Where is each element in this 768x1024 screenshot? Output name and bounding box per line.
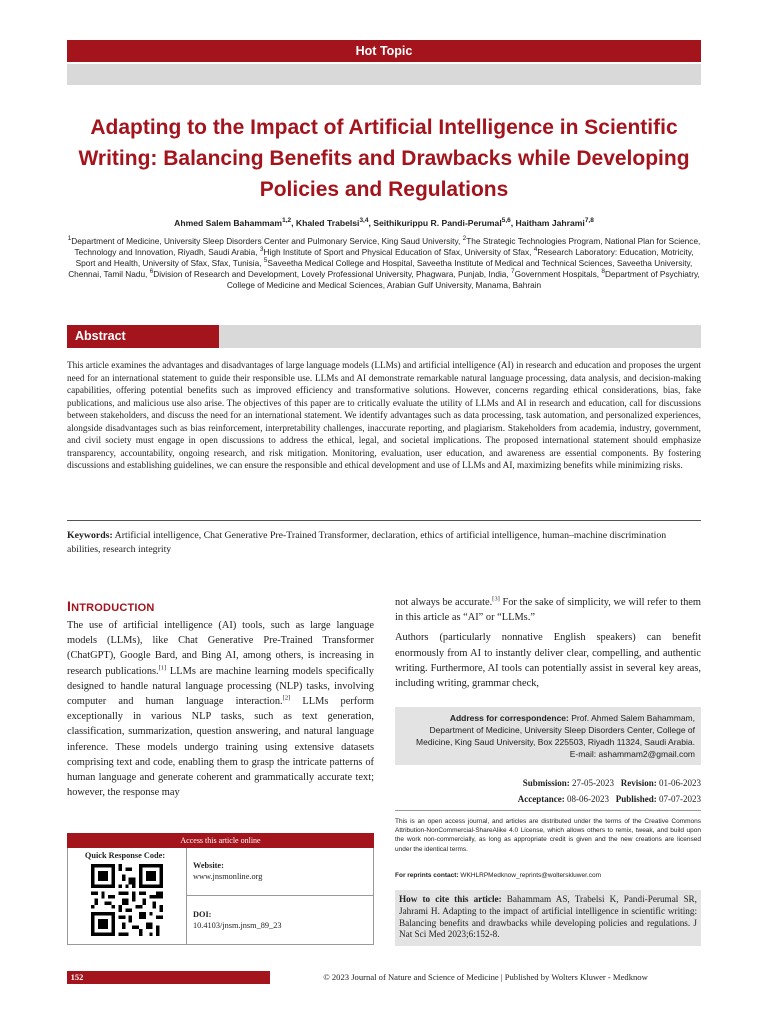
qr-label: Quick Response Code: [84, 851, 166, 860]
reprints-email[interactable]: WKHLRPMedknow_reprints@wolterskluwer.com [458, 872, 601, 879]
qr-code-icon[interactable] [91, 864, 163, 936]
author-name: Seithikurippu R. Pandi-Perumal [373, 218, 502, 228]
doi-label: DOI: [193, 910, 212, 919]
access-heading: Access this article online [67, 833, 374, 848]
divider [395, 810, 701, 811]
abstract-heading-bar [219, 325, 701, 348]
paragraph: not always be accurate.[3] For the sake of simplicity, we will refer to them in this article as “AI” or “LLMs.” [395, 595, 701, 624]
divider [67, 520, 701, 521]
abstract-heading: Abstract [67, 325, 219, 348]
article-dates: Submission: 27-05-2023 Revision: 01-06-2023 Acceptance: 08-06-2023 Published: 07-07-2023 [517, 778, 701, 804]
doi-link[interactable]: 10.4103/jnsm.jnsm_89_23 [193, 921, 282, 930]
correspondence-email[interactable]: E-mail: ashammam2@gmail.com [569, 749, 695, 759]
author-list: Ahmed Salem Bahammam$^{1,2}$, Khaled Trabelsi$^{3,4}$, Seithikurippu R. Pandi-Perumal$^{5,6}$, Haitham Jahrami$^{7,8}$ [174, 217, 594, 228]
introduction-continued [395, 595, 701, 696]
keywords: Keywords: Artificial intelligence, Chat Generative Pre-Trained Transformer, declaration, ethics of artificial intelligence, human–machine discrimination abilities, research integrity [67, 530, 667, 555]
introduction-paragraph: The use of artificial intelligence (AI) tools, such as large language models (LLMs), like Chat Generative Pre-Trained Transformer (ChatGPT), Google Bard, and Bing AI, among others, is increasing in research publications.[1] LLMs are machine learning models specifically designed to handle natural language processing (NLP) tasks, involving computer and human language interaction.[2] LLMs perform exceptionally in various NLP tasks, such as text generation, classification, summarization, question answering, and natural language inference. These models undergo training using extensive datasets comprising text and code, enabling them to grasp the intricate patterns of human language and generate coherent and grammatically accurate text; however, the response may [67, 620, 375, 799]
citation-text: How to cite this article: Bahammam AS, Trabelsi K, Pandi-Perumal SR, Jahrami H. Adapting to the impact of artificial intelligence in scientific writing: Balancing benefits and drawbacks while developing policies and regulations. J Nat Sci Med 2023;6:152-8. [399, 894, 697, 940]
footer-text: © 2023 Journal of Nature and Science of Medicine | Published by Wolters Kluwer - Medknow [270, 971, 701, 984]
affiliations: $^1$Department of Medicine, University Sleep Disorders Center and Pulmonary Service, King Saud University, $^2$The Strategic Technologies Program, National Plan for Science, Technology and Innovation, Riyadh, Saudi Arabia, $^3$High Institute of Sport and Physical Education of Sfax, University of Sfax, $^4$Research Laboratory: Education, Motricity, Sport and Health, University of Sfax, Sfax, Tunisia, $^5$Saveetha Medical College and Hospital, Saveetha Institute of Medical and Technical Sciences, Saveetha University, Chennai, Tamil Nadu, $^6$Division of Research and Development, Lovely Professional University, Phagwara, Punjab, India, $^7$Government Hospitals, $^8$Department of Psychiatry, College of Medicine and Medical Sciences, Arabian Gulf University, Manama, Bahrain [67, 235, 701, 290]
license-text: This is an open access journal, and articles are distributed under the terms of the Creative Commons Attribution-NonCommercial-ShareAlike 4.0 License, which allows others to remix, tweak, and build upon the work non-commercially, as long as appropriate credit is given and the new creations are licensed under the identical terms. [395, 818, 701, 853]
article-title: Adapting to the Impact of Artificial Intelligence in Scientific Writing: Balancing Benefits and Drawbacks while Developing Policies and Regulations [78, 116, 690, 201]
divider [186, 848, 187, 945]
author-name: Ahmed Salem Bahammam [174, 218, 283, 228]
author-name: Haitham Jahrami [515, 218, 585, 228]
reference-link[interactable]: [3] [492, 595, 500, 603]
section-label: Hot Topic [67, 40, 701, 62]
correspondence-text: Address for correspondence: Prof. Ahmed Salem Bahammam, Department of Medicine, University Sleep Disorders Center, College of Medicine, King Saud University, Box 225503, Riyadh 11324, Saudi Arabia. E-mail: ashammam2@gmail.com [400, 712, 695, 760]
abstract-text: This article examines the advantages and disadvantages of large language models (LLMs) and artificial intelligence (AI) in research and education and proposes the urgent need for an international statement to guide their responsible use. LLMs and AI demonstrate remarkable natural language processing, data analysis, and decision-making capabilities, offering potential benefits such as improved efficiency and transformative solutions. However, concerns regarding ethical considerations, bias, fake publications, and malicious use also arise. The objectives of this paper are to critically evaluate the utility of LLMs and AI in research and education, call for discussions between stakeholders, and discuss the need for an international statement. We identify advantages such as data processing, task automation, and personalized experiences, alongside disadvantages such as bias reinforcement, interpretability challenges, inaccurate reporting, and plagiarism. Stakeholders from academia, industry, government, and civil society must engage in open discussions to address the ethical, legal, and societal implications. The proposed international statement should emphasize transparency, accountability, ongoing research, and risk mitigation. Monitoring, evaluation, user education, and awareness are essential components. By fostering discussions and establishing guidelines, we can ensure the responsible and ethical development and use of LLMs and AI, maximizing benefits while minimizing risks. [67, 361, 701, 471]
divider [186, 895, 374, 896]
reference-link[interactable]: [2] [282, 694, 291, 702]
website-link[interactable]: www.jnsmonline.org [193, 872, 263, 881]
paragraph: Authors (particularly nonnative English speakers) can benefit enormously from AI to instantly deliver clear, compelling, and authentic writing. Furthermore, AI tools can potentially assist in several key areas, including writing, grammar check, [395, 632, 701, 690]
introduction-heading: INTRODUCTION [67, 598, 155, 614]
header-grey-bar [67, 64, 701, 85]
author-name: Khaled Trabelsi [295, 218, 360, 228]
page-number: 152 [70, 972, 84, 982]
reference-link[interactable]: [1] [158, 664, 167, 672]
website-label: Website: [193, 861, 224, 870]
reprints-contact: For reprints contact: WKHLRPMedknow_reprints@wolterskluwer.com [395, 872, 601, 879]
